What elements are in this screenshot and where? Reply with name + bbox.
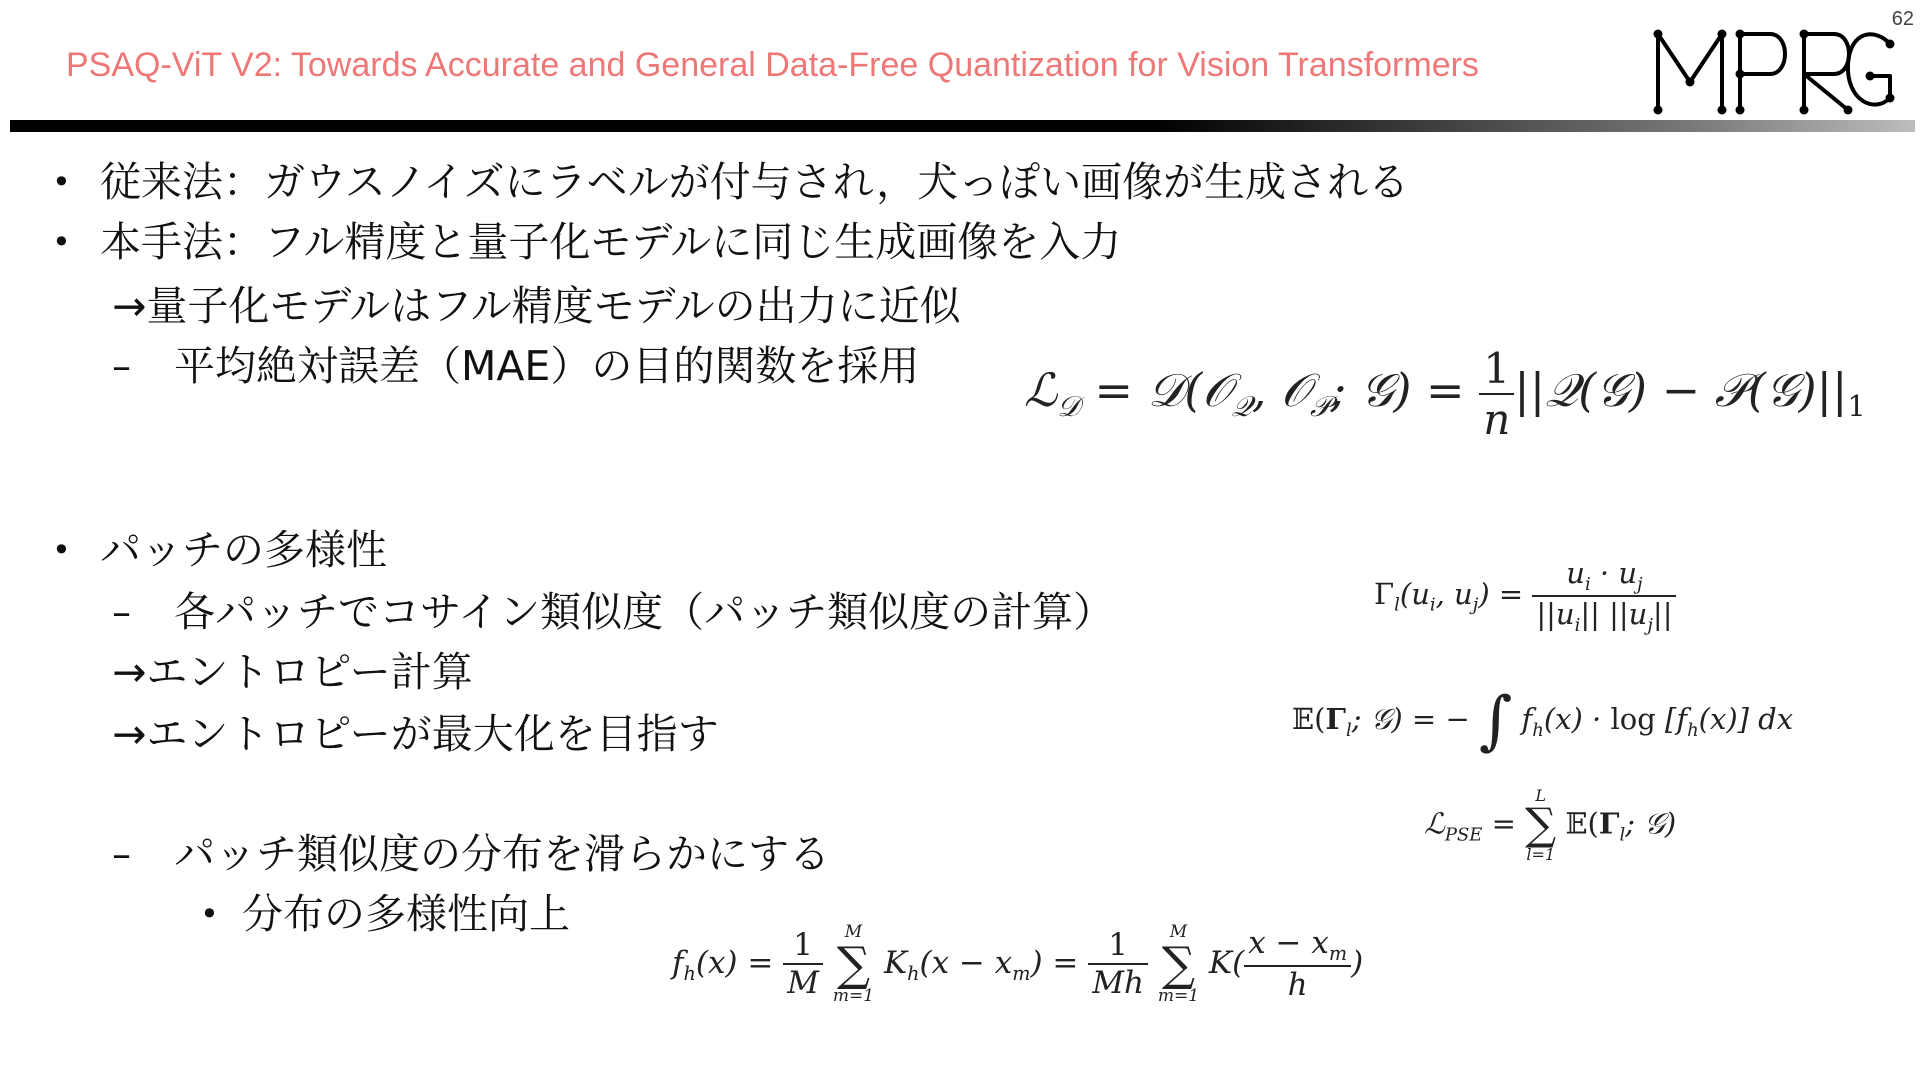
title-divider xyxy=(10,120,1915,132)
dash-marker: – xyxy=(112,344,131,388)
equation-mae-loss: ℒ$_𝒟$ = 𝒟(𝒪$_𝒬$, 𝒪$_𝒫$; 𝒢) = $\frac{1}{n}$ ||𝒬(𝒢) − $𝒫(𝒢)||_1$ xyxy=(1024,344,1866,444)
bullet-marker: • xyxy=(200,895,219,933)
page-number: 62 xyxy=(1891,8,1914,30)
arrow-line-entropy: →エントロピー計算 xyxy=(112,648,473,696)
sub-bullet-smooth-distribution: パッチ類似度の分布を滑らかにする xyxy=(174,830,830,878)
arrow-line-entropy-max: →エントロピーが最大化を目指す xyxy=(112,710,719,758)
bullet-marker: • xyxy=(52,223,71,261)
equation-kernel-density: $f_h(x)$ = $\frac{1}{M}$ M ∑ m=1 $K_h(x - x_m)$ = $\frac{1}{Mh}$ M ∑ m=1 K( $\frac{x - x_m}{h}$ ) xyxy=(672,922,1364,1006)
sub-bullet-mae: 平均絶対誤差（MAE）の目的関数を採用 xyxy=(174,342,920,390)
bullet-marker: • xyxy=(52,531,71,569)
bullet-marker: • xyxy=(52,163,71,201)
arrow-line-quantized-approx: →量子化モデルはフル精度モデルの出力に近似 xyxy=(112,282,961,330)
bullet-proposed-method: 本手法：フル精度と量子化モデルに同じ生成画像を入力 xyxy=(100,218,1122,266)
mprg-logo xyxy=(1652,24,1896,118)
dash-marker: – xyxy=(112,590,131,634)
bullet-patch-diversity: パッチの多様性 xyxy=(100,526,387,574)
sub-bullet-cosine-similarity: 各パッチでコサイン類似度（パッチ類似度の計算） xyxy=(174,588,1115,636)
sub-sub-bullet-diversity: 分布の多様性向上 xyxy=(242,890,570,938)
equation-cosine-similarity: $\Gamma_l(u_i$, $u_j$) = $\frac{u_i \cdot u_j}{||u_i|| ||u_j||}$ xyxy=(1374,556,1676,636)
dash-marker: – xyxy=(112,832,131,876)
slide-title: PSAQ-ViT V2: Towards Accurate and General Data-Free Quantization for Vision Transformers xyxy=(66,46,1479,84)
bullet-conventional-method: 従来法：ガウスノイズにラベルが付与され，犬っぽい画像が生成される xyxy=(100,158,1410,206)
equation-entropy: $𝔼(\Gamma_l$; 𝒢) = − ∫ $f_h(x) \cdot \log [f_h(x)]$ dx xyxy=(1292,684,1794,758)
equation-pse-loss: ℒ$_{PSE}$ = L ∑ l=1 $𝔼(\Gamma_l$; 𝒢) xyxy=(1424,786,1677,865)
